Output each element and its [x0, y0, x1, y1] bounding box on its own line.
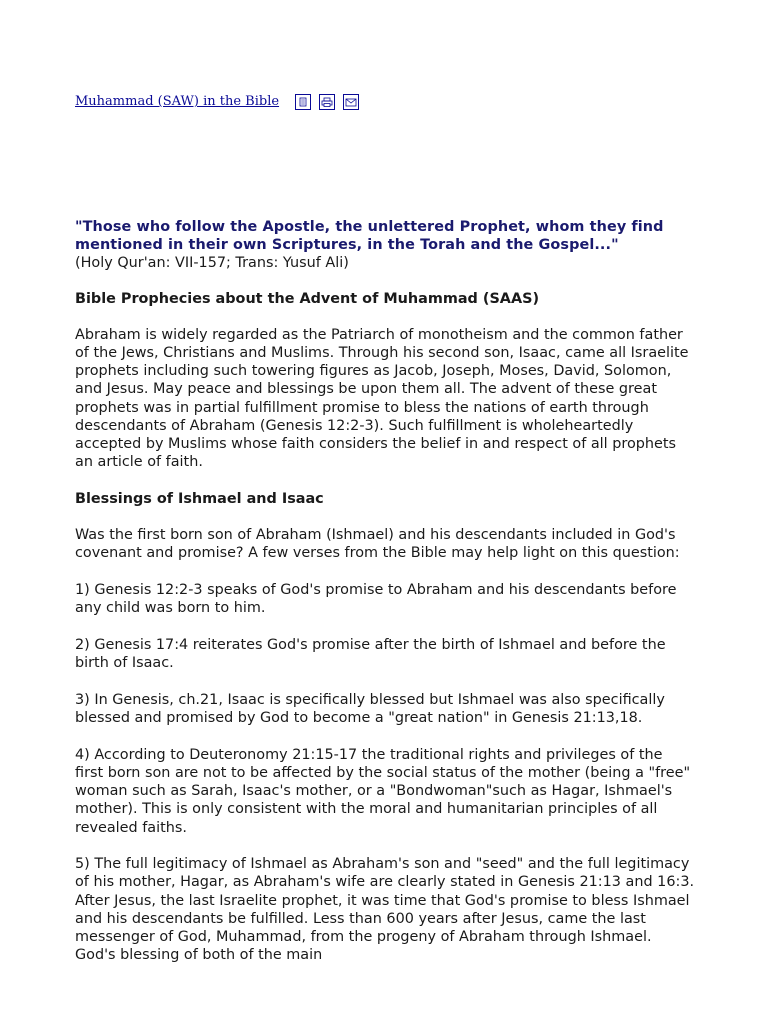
article-content	[75, 218, 695, 983]
paragraph-abraham: Abraham is widely regarded as the Patriarch of monotheism and the common father of the Jews, Christians and Muslims. Through his second son, Isaac, came all Israelite prophets including such towering figures as Jacob, Joseph, Moses, David, Solomon, and Jesus. May peace and blessings be upon them all. The advent of these great prophets was in partial fulfillment promise to bless the nations of earth through descendants of Abraham (Genesis 12:2-3). Such fulfillment is wholeheartedly accepted by Muslims whose faith considers the belief in and respect of all prophets an article of faith.	[75, 326, 689, 471]
section-heading-prophecies: Bible Prophecies about the Advent of Muhammad (SAAS)	[75, 290, 540, 307]
quran-quote: "Those who follow the Apostle, the unlettered Prophet, whom they find mentioned in their own Scriptures, in the Torah and the Gospel..."	[75, 219, 664, 254]
quote-citation: (Holy Qur'an: VII-157; Trans: Yusuf Ali)	[75, 255, 349, 272]
list-item: 1) Genesis 12:2-3 speaks of God's promise to Abraham and his descendants before any child was born to him.	[75, 582, 677, 617]
list-item: 4) According to Deuteronomy 21:15-17 the traditional rights and privileges of the first born son are not to be affected by the social status of the mother (being a "free" woman such as Sarah, Isaac's mother, or a "Bondwoman"such as Hagar, Ishmael's mother). This is only consistent with the moral and humanitarian principles of all revealed faiths.	[75, 746, 691, 836]
print-icon[interactable]	[319, 94, 335, 110]
list-item: 5) The full legitimacy of Ishmael as Abraham's son and "seed" and the full legitimacy of his mother, Hagar, as Abraham's wife are clearly stated in Genesis 21:13 and 16:3. After Jesus, the last Israelite prophet, it was time that God's promise to bless Ishmael and his descendants be fulfilled. Less than 600 years after Jesus, came the last messenger of God, Muhammad, from the progeny of Abraham through Ishmael. God's blessing of both of the main	[75, 856, 695, 964]
email-icon[interactable]	[343, 94, 359, 110]
list-item: 2) Genesis 17:4 reiterates God's promise after the birth of Ishmael and before the birth of Isaac.	[75, 636, 666, 672]
list-item: 3) In Genesis, ch.21, Isaac is specifically blessed but Ishmael was also specifically blessed and promised by God to become a "great nation" in Genesis 21:13,18.	[75, 691, 665, 727]
document-icon[interactable]	[295, 94, 311, 110]
article-title-link[interactable]: Muhammad (SAW) in the Bible	[75, 94, 280, 109]
header-bar	[75, 93, 361, 111]
section-heading-blessings: Blessings of Ishmael and Isaac	[75, 490, 324, 507]
paragraph-intro: Was the first born son of Abraham (Ishmael) and his descendants included in God's covenant and promise? A few verses from the Bible may help light on this question:	[75, 527, 680, 562]
